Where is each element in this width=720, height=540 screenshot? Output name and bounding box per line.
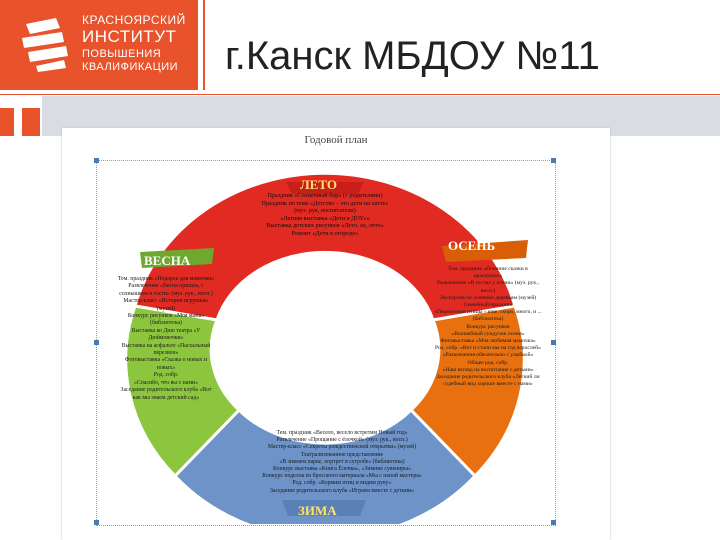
season-label-summer: ЛЕТО [300,177,337,192]
season-label-winter: ЗИМА [298,503,337,518]
season-label-autumn: ОСЕНЬ [448,238,496,253]
accent-block-1 [0,108,14,136]
summer-events: Праздник «Солнечный бор» (с родителями) Праздник по теме «Детство – это дети на свете» (муз. рук, воспитатели) «Летняя выставка «Дети в ДОУ»» Выставка детских рисунков «Лето, ах, лето» Ремонт «Дети в огороде» [261,192,389,237]
slide-title: г.Канск МБДОУ №11 [225,34,600,78]
document-title: Годовой план [304,134,368,146]
logo-line-4: КВАЛИФИКАЦИИ [82,61,179,73]
logo-line-1: КРАСНОЯРСКИЙ [82,13,186,27]
logo-mark-icon [18,16,72,74]
spring-events: Тем. праздник «Подарок для мамочки» Развлечение «Весна пришла, с солнышком в гости» (муз. рук., восп.) Мастер-класс «Истории игрушки» (музей) Конкурс рисунков «Моя мама» (библиотека) Выставка ко Дню театра «У Дюймовочки» Выставка на асфальте «Пасхальный перезвон» Фотовыставка «Сказка о новых и новых» Род. собр. «Спасибо, что вы с нами» Заседание родительского клуба «Вот как мы знаем детский сад» [117,276,215,401]
logo-line-2: ИНСТИТУТ [82,27,177,46]
winter-events: Тем. праздник «Весело, весело встретим Новый год» Развлечение «Прощание с ёлочкой» (муз. рук., восп.) Мастер-класс «Секреты рождественской открытки» (музей) Театрализованное представление «В зимнем парке, портрет в сугробе» (библиотека) Конкурс выставка «Книга Ёлочка», «Зимние сувениры» Конкурс поделок из бросового материала «Мы с папой мастера» Род. собр. «Кормим птиц и видим руку» Заседание родительского клуба «Играем вместе с детьми» [262,430,422,494]
accent-block-2 [22,108,40,136]
header-divider [203,0,205,90]
institute-logo [0,0,198,90]
logo-line-3: ПОВЫШЕНИЯ [82,48,162,60]
logo-text [82,14,186,73]
autumn-events: Тем. праздник «Осенние сказки в краскушах» Развлечение «В гостях у осени» (муз. рук., восп.) Экскурсия по осенним деревьям (музей) Семейный праздник «Перелетные птицы – еще, скоро, много, и ... (библиотека) Конкурс рисунков «Волшебный сундучок осени» Фотовыставка «Моя любимая мамочка» Род. собр. «Вот и стали мы на год взрослей» «Развлечения обязательно с улыбкой» Общее род. собр. «Наш взгляд на воспитание с детьми» Заседание родительского клуба «Легкий ли судебный вид хороше вместе с нами» [434,266,542,388]
season-label-spring: ВЕСНА [144,253,191,268]
header-rule [0,94,720,95]
